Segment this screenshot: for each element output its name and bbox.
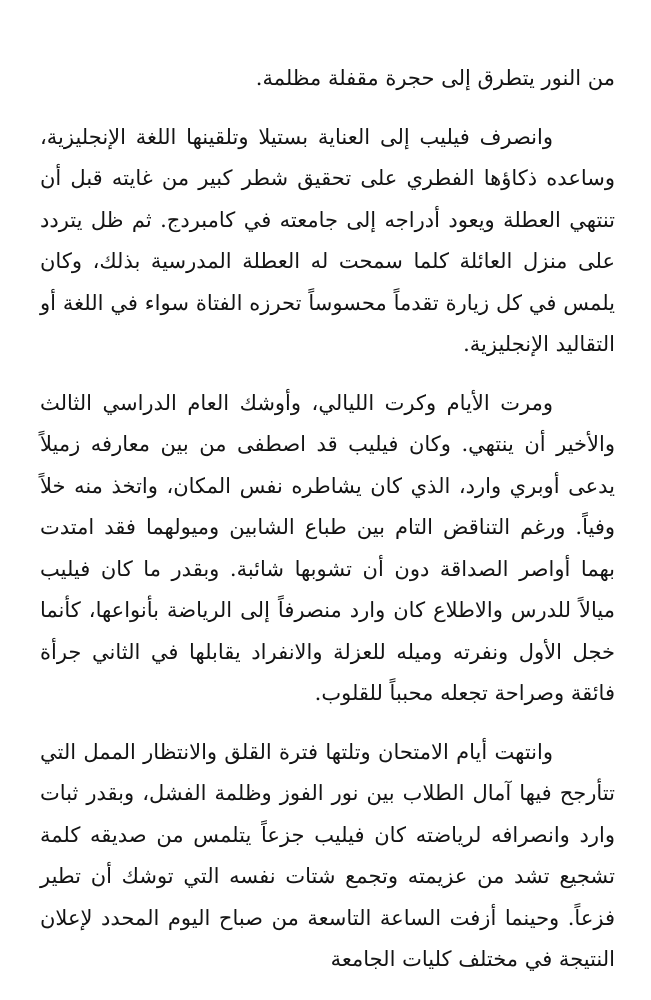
paragraph-2: وانصرف فيليب إلى العناية بستيلا وتلقينها اللغة الإنجليزية، وساعده ذكاؤها الفطري على تحقيق شطر كبير من غايته قبل أن تنتهي العطلة ويعود أدراجه إلى جامعته في كامبردج. ثم ظل يتردد على منزل العائلة كلما سمحت له العطلة المدرسية بذلك، وكان يلمس في كل زيارة تقدماً محسوساً تحرزه الفتاة سواء في اللغة أو التقاليد الإنجليزية. — [40, 124, 615, 356]
paragraph-1: من النور يتطرق إلى حجرة مقفلة مظلمة. — [255, 66, 615, 90]
paragraph-4: وانتهت أيام الامتحان وتلتها فترة القلق والانتظار الممل التي تتأرجح فيها آمال الطلاب بين نور الفوز وظلمة الفشل، وبقدر ثبات وارد وانصرافه لرياضته كان فيليب جزعاً يتلمس من صديقه كلمة تشجيع تشد من عزيمته وتجمع شتات نفسه التي توشك أن تطير فزعاً. وحينما أزفت الساعة التاسعة من صباح اليوم المحدد لإعلان النتيجة في مختلف كليات الجامعة — [40, 739, 615, 971]
paragraph-3: ومرت الأيام وكرت الليالي، وأوشك العام الدراسي الثالث والأخير أن ينتهي. وكان فيليب قد اصطفى من بين معارفه زميلاً يدعى أوبري وارد، الذي كان يشاطره نفس المكان، واتخذ منه خلاً وفياً. ورغم التناقض التام بين طباع الشابين وميولهما فقد امتدت بهما أواصر الصداقة دون أن تشوبها شائبة. وبقدر ما كان فيليب ميالاً للدرس والاطلاع كان وارد منصرفاً إلى الرياضة بأنواعها، كأنما خجل الأول ونفرته وميله للعزلة والانفراد يقابلها في الثاني جرأة فائقة وصراحة تجعله محبباً للقلوب. — [40, 390, 615, 705]
book-page — [40, 58, 615, 981]
